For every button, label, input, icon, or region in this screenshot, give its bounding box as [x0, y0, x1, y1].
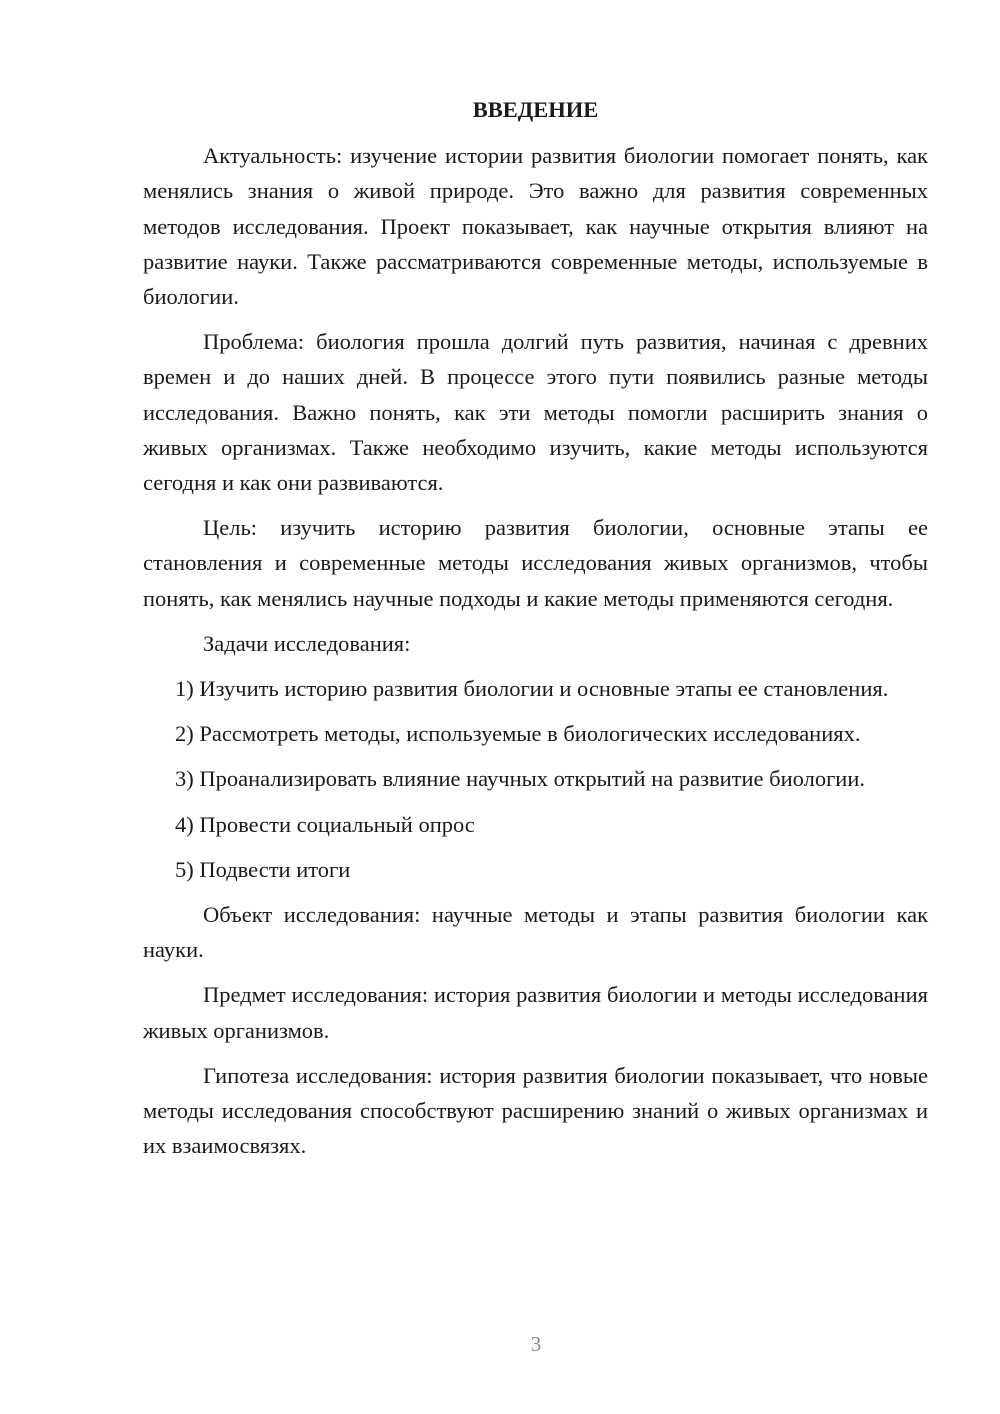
task-item: 3) Проанализировать влияние научных открытий на развитие биологии. — [175, 766, 866, 792]
task-item: 2) Рассмотреть методы, используемые в биологических исследованиях. — [175, 721, 861, 747]
paragraph-object: Объект исследования: научные методы и этапы развития биологии как науки. — [143, 902, 928, 963]
paragraph-problem: Проблема: биология прошла долгий путь развития, начиная с древних времен и до наших дней. В процессе этого пути появились разные методы исследования. Важно понять, как эти методы помогли расширить знания о живых организмах. Также необходимо изучить, какие методы используются сегодня и как они развиваются. — [143, 329, 928, 496]
document-body — [143, 92, 928, 1173]
paragraph-relevance: Актуальность: изучение истории развития биологии помогает понять, как менялись знания о живой природе. Это важно для развития современных методов исследования. Проект показывает, как научные открытия влияют на развитие науки. Также рассматриваются современные методы, используемые в биологии. — [143, 143, 928, 310]
paragraph-subject: Предмет исследования: история развития биологии и методы исследования живых организмов. — [143, 982, 928, 1043]
paragraph-hypothesis: Гипотеза исследования: история развития биологии показывает, что новые методы исследования способствуют расширению знаний о живых организмах и их взаимосвязях. — [143, 1062, 928, 1159]
tasks-heading: Задачи исследования: — [203, 630, 411, 656]
task-item: 1) Изучить историю развития биологии и основные этапы ее становления. — [175, 676, 889, 702]
section-title: ВВЕДЕНИЕ — [472, 97, 599, 122]
page-number: 3 — [530, 1332, 542, 1356]
paragraph-goal: Цель: изучить историю развития биологии, основные этапы ее становления и современные методы исследования живых организмов, чтобы понять, как менялись научные подходы и какие методы применяются сегодня. — [143, 515, 928, 611]
task-item: 5) Подвести итоги — [175, 856, 351, 882]
task-item: 4) Провести социальный опрос — [175, 811, 475, 837]
